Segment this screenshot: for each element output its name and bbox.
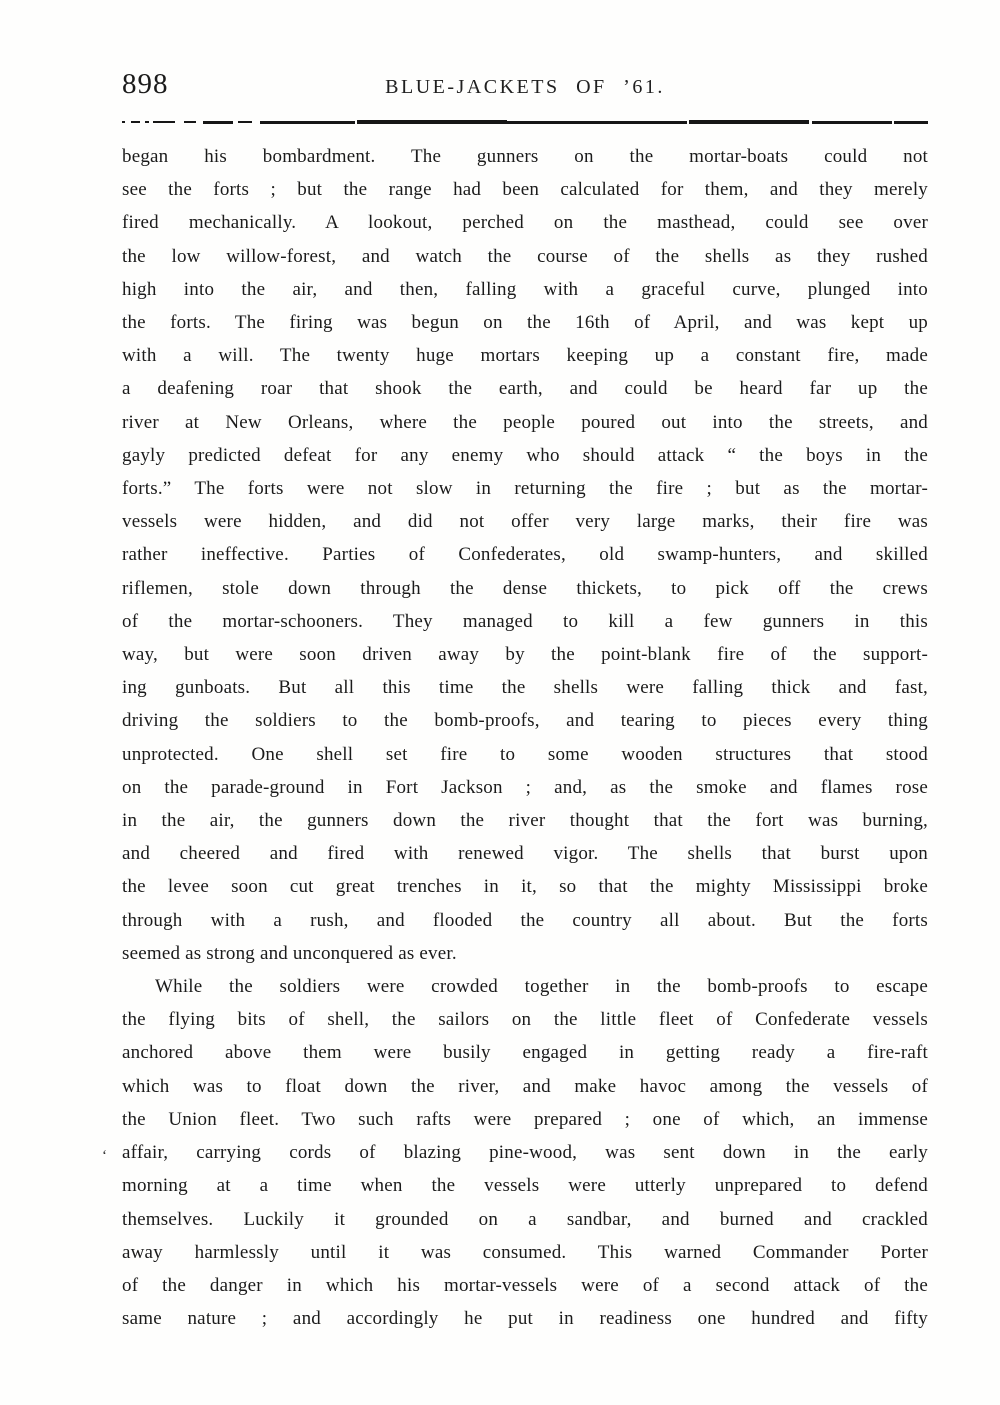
- text-line: vessels were hidden, and did not offer very large marks, their fire was: [122, 511, 928, 533]
- text-line: and cheered and fired with renewed vigor. The shells that burst upon: [122, 843, 928, 865]
- rule-segment: [507, 121, 687, 124]
- text-line: gayly predicted defeat for any enemy who should attack “ the boys in the: [122, 444, 928, 466]
- text-line: the forts. The firing was begun on the 16th of April, and was kept up: [122, 312, 928, 334]
- rule-segment: [238, 121, 252, 123]
- rule-segment: [812, 121, 892, 124]
- rule-segment: [689, 120, 809, 124]
- text-line: forts.” The forts were not slow in returning the fire ; but as the mortar-: [122, 478, 928, 500]
- paragraph: [122, 140, 928, 970]
- rule-segment: [184, 121, 196, 123]
- text-line: themselves. Luckily it grounded on a sandbar, and burned and crackled: [122, 1208, 928, 1230]
- rule-segment: [131, 121, 140, 123]
- text-line: began his bombardment. The gunners on the mortar-boats could not: [122, 146, 928, 167]
- rule-segment: [894, 121, 928, 124]
- text-line: the Union fleet. Two such rafts were prepared ; one of which, an immense: [122, 1108, 928, 1130]
- paragraph: [102, 970, 928, 1335]
- text-line: a deafening roar that shook the earth, and could be heard far up the: [122, 378, 928, 400]
- rule-segment: [153, 121, 175, 123]
- text-line: high into the air, and then, falling with a graceful curve, plunged into: [122, 278, 928, 300]
- text-line: anchored above them were busily engaged in getting ready a fire-raft: [122, 1042, 928, 1064]
- rule-segment: [122, 121, 125, 123]
- text-line: driving the soldiers to the bomb-proofs, and tearing to pieces every thing: [122, 710, 928, 732]
- text-line: the levee soon cut great trenches in it, so that the mighty Mississippi broke: [122, 876, 928, 898]
- text-line: riflemen, stole down through the dense thickets, to pick off the crews: [122, 577, 928, 599]
- rule-segment: [260, 121, 355, 124]
- margin-mark: ‘: [102, 1148, 108, 1165]
- text-line: While the soldiers were crowded together in the bomb-proofs to escape: [155, 976, 928, 998]
- text-line: affair, carrying cords of blazing pine-wood, was sent down in the early ‘: [122, 1136, 928, 1169]
- text-line: seemed as strong and unconquered as ever.: [122, 942, 457, 964]
- header-rule: [122, 119, 928, 125]
- text-line: way, but were soon driven away by the point-blank fire of the support-: [122, 644, 928, 666]
- text-line: see the forts ; but the range had been calculated for them, and they merely: [122, 179, 928, 201]
- text-line: of the mortar-schooners. They managed to kill a few gunners in this: [122, 610, 928, 632]
- text-line: morning at a time when the vessels were utterly unprepared to defend: [122, 1175, 928, 1197]
- text-line: of the danger in which his mortar-vessels were of a second attack of the: [122, 1274, 928, 1296]
- text-line: through with a rush, and flooded the country all about. But the forts: [122, 909, 928, 931]
- text-line: rather ineffective. Parties of Confederates, old swamp-hunters, and skilled: [122, 544, 928, 566]
- rule-segment: [357, 120, 507, 124]
- text-block: [102, 140, 928, 1335]
- text-line: on the parade-ground in Fort Jackson ; and, as the smoke and flames rose: [122, 776, 928, 798]
- text-line: river at New Orleans, where the people poured out into the streets, and: [122, 411, 928, 433]
- text-line: the low willow-forest, and watch the course of the shells as they rushed: [122, 245, 928, 267]
- text-line: in the air, the gunners down the river thought that the fort was burning,: [122, 810, 928, 832]
- rule-segment: [203, 121, 233, 124]
- page-header: [122, 66, 928, 110]
- text-line: same nature ; and accordingly he put in readiness one hundred and fifty: [122, 1308, 928, 1330]
- page-number: 898: [122, 68, 169, 100]
- text-line: with a will. The twenty huge mortars keeping up a constant fire, made: [122, 345, 928, 367]
- text-line: which was to float down the river, and make havoc among the vessels of: [122, 1075, 928, 1097]
- text-line: the flying bits of shell, the sailors on the little fleet of Confederate vessels: [122, 1009, 928, 1031]
- text-line: unprotected. One shell set fire to some wooden structures that stood: [122, 743, 928, 765]
- text-line: away harmlessly until it was consumed. This warned Commander Porter: [122, 1241, 928, 1263]
- text-line: fired mechanically. A lookout, perched on the masthead, could see over: [122, 212, 928, 234]
- rule-segment: [145, 121, 149, 123]
- running-title: BLUE-JACKETS OF ’61.: [385, 76, 665, 98]
- text-line: ing gunboats. But all this time the shells were falling thick and fast,: [122, 677, 928, 699]
